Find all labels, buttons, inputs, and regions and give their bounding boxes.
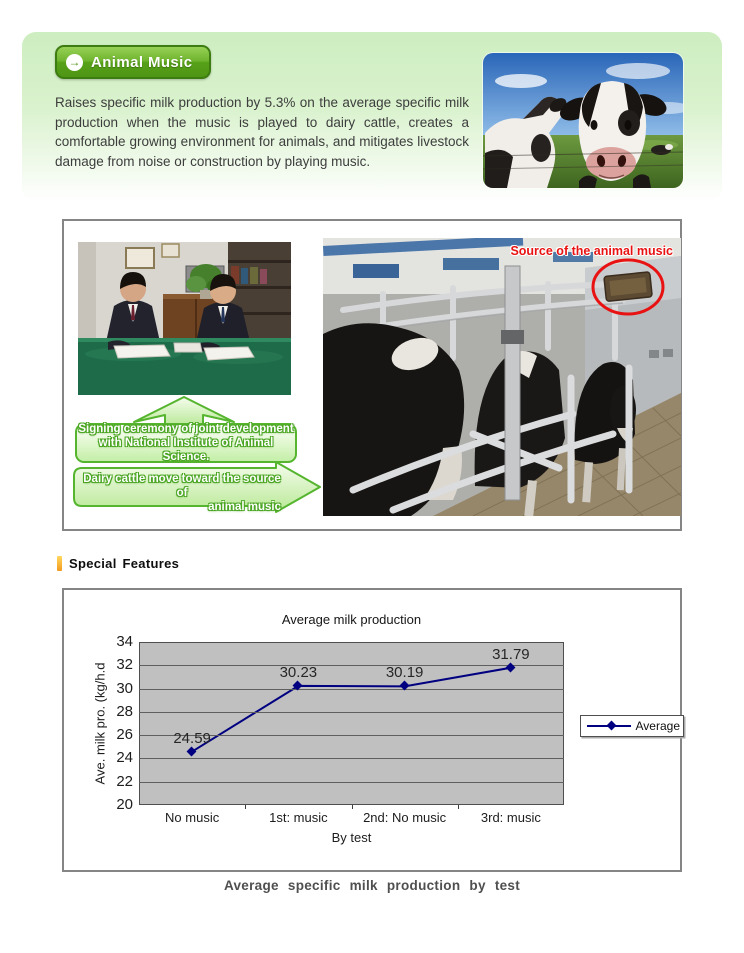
gridline — [139, 758, 564, 759]
y-axis-tick-label: 20 — [116, 796, 133, 813]
dairy-caption-line2: animal music — [208, 501, 281, 513]
speaker-icon — [604, 272, 652, 302]
data-point-label: 30.19 — [385, 664, 424, 682]
dairy-caption-callout — [81, 472, 283, 514]
legend-diamond-icon — [607, 721, 617, 731]
y-axis-tick-label: 30 — [116, 679, 133, 697]
gridline — [139, 665, 564, 666]
special-features-label: Special Features — [69, 556, 180, 571]
special-features-heading — [57, 556, 179, 571]
y-axis-tick-label: 26 — [116, 726, 133, 744]
y-axis-tick-label: 22 — [116, 772, 133, 790]
cows-photo-art — [483, 53, 683, 188]
chart-legend — [580, 715, 684, 737]
gridline — [139, 782, 564, 783]
x-axis-tick-mark — [245, 805, 246, 809]
x-axis-tick-label: 2nd: No music — [363, 810, 447, 825]
x-axis-tick-mark — [352, 805, 353, 809]
gridline — [139, 689, 564, 690]
gridline — [139, 712, 564, 713]
y-axis-tick-label: 24 — [116, 749, 133, 767]
milking-parlor-art — [323, 238, 681, 516]
signing-photo-art — [78, 242, 291, 395]
cows-photo — [483, 53, 683, 188]
data-point-label: 30.23 — [279, 663, 318, 681]
source-of-music-label: Source of the animal music — [510, 244, 673, 258]
orange-bar-icon — [57, 556, 62, 571]
y-axis-tick-label: 34 — [116, 633, 133, 650]
signing-caption-line1: Signing ceremony of joint development — [78, 423, 294, 435]
x-axis-title: By test — [331, 830, 372, 845]
dairy-caption-line1: Dairy cattle move toward the source of — [83, 473, 281, 499]
signing-ceremony-photo — [78, 242, 291, 395]
signing-caption-callout — [75, 423, 297, 463]
milk-production-chart — [62, 588, 682, 872]
animal-music-button[interactable] — [55, 45, 211, 79]
legend-label: Average — [635, 719, 680, 733]
y-axis-tick-label: 28 — [116, 702, 133, 720]
chart-caption: Average specific milk production by test — [223, 878, 521, 893]
arrow-right-icon: → — [66, 54, 83, 71]
legend-line-swatch — [587, 725, 631, 727]
data-point-label: 31.79 — [492, 645, 530, 663]
hero-description: Raises specific milk production by 5.3% on the average specific milk production when the music is played to dairy cattle, creates a comfortable growing environment for animals, and mitigates livestock damage from noise or construction by playing music. — [55, 95, 469, 169]
x-axis-tick-label: No music — [165, 810, 220, 825]
data-point-label: 24.59 — [173, 729, 211, 747]
x-axis-tick-label: 3rd: music — [480, 810, 541, 825]
signing-caption-line2: with National Institute of Animal Science. — [98, 437, 274, 463]
animal-music-button-label: Animal Music — [91, 53, 193, 71]
series-line — [139, 642, 564, 805]
y-axis-title: Ave. milk pro. (kg/h.d — [92, 662, 108, 785]
milking-parlor-photo — [323, 238, 681, 516]
x-axis-tick-mark — [458, 805, 459, 809]
x-axis-tick-label: 1st: music — [269, 810, 328, 825]
chart-title: Average milk production — [281, 612, 422, 627]
y-axis-tick-label: 32 — [116, 656, 133, 674]
